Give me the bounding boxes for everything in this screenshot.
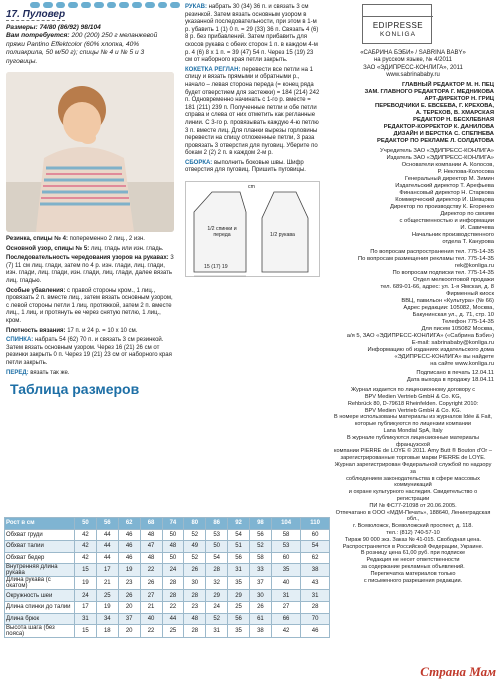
table-cell: 74 xyxy=(162,518,184,530)
table-cell: 56 xyxy=(250,529,272,541)
table-cell: 28 xyxy=(184,590,206,602)
table-cell: 17 xyxy=(96,564,118,577)
legal-line: г. Всеволожск, Всеволожский проспект, д. 118. xyxy=(353,523,473,530)
table-cell: 42 xyxy=(75,529,97,541)
assembly-label: СБОРКА: xyxy=(185,159,213,166)
table-cell: 44 xyxy=(96,529,118,541)
legal-line: тел.: (812) 740-57-10 xyxy=(386,529,440,536)
table-cell: 22 xyxy=(162,601,184,613)
table-cell: 58 xyxy=(250,552,272,564)
row-label: Обхват груди xyxy=(5,529,75,541)
table-cell: 48 xyxy=(162,541,184,553)
table-cell: 29 xyxy=(228,590,250,602)
corporate-line: с общественностью и информации xyxy=(399,218,494,225)
table-cell: 43 xyxy=(301,577,330,590)
table-cell: 31 xyxy=(75,613,97,625)
table-cell: 29 xyxy=(206,590,228,602)
sleeve-text: набрать 30 (34) 36 п. и связать 3 см резинкой. Затем вязать основным узором в указанной последовательности, при этом в 1-м р. убавить 1 (1) 0 п. = 29 (33) 36 п. Связать 4 (6) 8 р. без прибавлений. Затем прибавить для скосов рукава с обеих сторон 1 п. в каждом 4-м р. 4 (6) 8 х 1 п. = 39 (47) 54 п. Через 15 (19) 23 см от наборного края петли закрыть. xyxy=(185,4,319,64)
legal-line: за содержание рекламных объявлений. xyxy=(361,563,465,570)
staff-line: РЕДАКТОР Н. БЕСХЛЕБНАЯ xyxy=(412,117,494,124)
table-cell: 15 xyxy=(75,625,97,638)
corporate-line: Начальник производственного xyxy=(411,232,494,239)
staff-list xyxy=(332,82,494,145)
table-cell: 26 xyxy=(140,577,162,590)
table-cell: 54 xyxy=(301,541,330,553)
table-cell: 62 xyxy=(301,552,330,564)
table-cell: 54 xyxy=(206,552,228,564)
table-cell: 50 xyxy=(162,552,184,564)
table-cell: 15 xyxy=(75,564,97,577)
legal-line: В номере использованы материалы из журналов Idée & Fait, xyxy=(334,414,492,421)
corporate-line: Р. Неклова-Колосова xyxy=(437,169,494,176)
decrease-label: Особые убавления: xyxy=(6,287,66,294)
table-cell: 92 xyxy=(228,518,250,530)
table-cell: 31 xyxy=(228,564,250,577)
magazine-issue: на русском языке, № 4/2011 xyxy=(373,57,453,64)
legal-line: зарегистрированные торговые марки PIERRE de LOYE. xyxy=(340,455,486,462)
table-cell: 47 xyxy=(140,541,162,553)
table-row xyxy=(5,613,330,625)
staff-line: РЕДАКТОР ПО РЕКЛАМЕ Л. СОЛДАТОВА xyxy=(376,138,494,145)
table-cell: 22 xyxy=(140,625,162,638)
table-cell: 28 xyxy=(162,590,184,602)
sequence-label: Последовательность чередования узоров на рукавах: xyxy=(6,255,169,262)
contact-line: на сайте www.konliga.ru xyxy=(430,361,494,368)
table-row xyxy=(5,590,330,602)
table-cell: 25 xyxy=(162,625,184,638)
publisher-line: ЗАО «ЭДИПРЕСС-КОНЛИГА», 2011 xyxy=(363,64,463,71)
raglan-text: перевести все петли на 1 спицу и вязать прямыми и обратными р., начало – левая сторона переда (= конец ряда будет отверстием для застежки) = 184 (214) 242 п. Одновременно начинать с 1-го р. вместе = 181 (211) 239 п. Полученные петли и обе петли справа и слева от них отметить как регланные линии. С 3-го р. провязывать каждую 4-ю петлю 3 п. вместе лиц. Для планки вырезы горловины перевести на спицу отложенные петли, 3 раза провязать 3 отверстия для пуговиц. Уберите по бокам 2 (2) 2 п. в каждом 2-м р. xyxy=(185,66,320,157)
staff-line: ПЕРЕВОДЧИКИ Е. ЕВСЕЕВА, Г. КРЕХОВА, xyxy=(375,103,494,110)
edipresse-logo xyxy=(362,4,432,44)
contact-line: Информацию об изданиях издательского дома xyxy=(367,347,494,354)
pattern-schema xyxy=(185,181,320,277)
table-cell: 28 xyxy=(206,564,228,577)
table-cell: 31 xyxy=(271,590,300,602)
row-label: Длина рукава (с окатом) xyxy=(5,577,75,590)
table-cell: 44 xyxy=(162,613,184,625)
table-row xyxy=(5,529,330,541)
density-text: 17 п. и 24 р. = 10 х 10 см. xyxy=(67,327,138,334)
schema-label-sleeve: 1/2 рукава xyxy=(270,232,295,239)
contact-line: «ЭДИПРЕСС-КОНЛИГА» вы найдете xyxy=(394,354,494,361)
legal-line: Журнал издается по лицензионному договору с xyxy=(350,387,476,394)
table-row xyxy=(5,577,330,590)
table-header-row xyxy=(5,518,330,530)
contact-line: По вопросам распространения тел. 775-14-35 xyxy=(370,249,494,256)
staff-line: ЗАМ. ГЛАВНОГО РЕДАКТОРА Г. МЕДНИКОВА xyxy=(364,89,494,96)
table-cell: 26 xyxy=(184,564,206,577)
legal-line: Распространяется в Российской Федерации, Украине. xyxy=(342,543,484,550)
table-cell: 32 xyxy=(206,577,228,590)
row-label: Длина спинки до талии xyxy=(5,601,75,613)
table-cell: 19 xyxy=(75,577,97,590)
table-cell: 50 xyxy=(162,529,184,541)
decrease-text: с правой стороны кром., 1 лиц., провязать 2 п. вместе лиц., затем вязать основным узором, с левой стороны петли 1 лиц. протяжкой, затем 2 п. вместе лиц., 1 лиц. и протянуть ее через снятую петлю, 1 лиц., кром. xyxy=(6,287,173,324)
table-cell: 51 xyxy=(228,541,250,553)
contact-line: E-mail: sabrinababy@konliga.ru xyxy=(411,340,494,347)
table-cell: 30 xyxy=(184,577,206,590)
table-cell: 56 xyxy=(228,613,250,625)
table-cell: 46 xyxy=(118,541,140,553)
table-cell: 21 xyxy=(140,601,162,613)
corporate-line: Издатель ЗАО «ЭДИПРЕСС-КОНЛИГА» xyxy=(386,155,494,162)
legal-line: BPV Medien Vertrieb GmbH & Co. KG, xyxy=(364,393,462,400)
legal-notes xyxy=(332,387,494,584)
size-table-title: Таблица размеров xyxy=(10,381,140,398)
legal-line: компании PIERRE de LOYE © 2011. Amy Butt ® Bouton d'Or – xyxy=(334,448,492,455)
table-cell: 31 xyxy=(301,590,330,602)
legal-line: Тираж 90 000 экз. Заказ № 41-015. Свободная цена. xyxy=(344,536,482,543)
table-cell: 37 xyxy=(118,613,140,625)
table-cell: 49 xyxy=(184,541,206,553)
table-cell: 35 xyxy=(271,564,300,577)
yarn-label: Вам потребуется: xyxy=(6,32,70,40)
onsale-date: Дата выхода в продажу 18.04.11 xyxy=(406,377,494,384)
corporate-line: И. Савичева xyxy=(460,225,494,232)
legal-line: которые публикуются по лицензии компании xyxy=(354,421,472,428)
legal-line: соблюдением законодательства в сфере массовых коммуникаций xyxy=(346,475,480,489)
table-cell: 23 xyxy=(184,601,206,613)
table-cell: 104 xyxy=(271,518,300,530)
table-cell: 37 xyxy=(250,577,272,590)
row-label: Внутренняя длина рукава xyxy=(5,564,75,577)
schema-label-body: 1/2 спинки и переда xyxy=(207,226,237,239)
table-cell: 42 xyxy=(271,625,300,638)
table-cell: 52 xyxy=(184,552,206,564)
table-cell: 17 xyxy=(75,601,97,613)
table-cell: 50 xyxy=(206,541,228,553)
row-label: Рост в см xyxy=(5,518,75,530)
contact-line: Отдел мелкооптовой продажи xyxy=(412,277,494,284)
table-cell: 54 xyxy=(228,529,250,541)
table-cell: 34 xyxy=(96,613,118,625)
table-cell: 52 xyxy=(184,529,206,541)
legal-line: В розницу цена 61,00 руб. при подписке xyxy=(360,550,466,557)
spiral-binding xyxy=(30,2,180,8)
row-label: Высота шага (без пояса) xyxy=(5,625,75,638)
sleeve-label: РУКАВ: xyxy=(185,4,207,10)
table-cell: 40 xyxy=(140,613,162,625)
table-cell: 66 xyxy=(271,613,300,625)
legal-line: BPV Medien Vertrieb GmbH & Co. KG. xyxy=(364,407,462,414)
row-label: Обхват бедер xyxy=(5,552,75,564)
size-table xyxy=(4,517,330,638)
signed-date: Подписано в печать 12.04.11 xyxy=(416,370,494,377)
table-cell: 24 xyxy=(206,601,228,613)
table-cell: 31 xyxy=(206,625,228,638)
staff-line: РЕДАКТОР-КОРРЕКТОР К. ДАНИЛОВА xyxy=(383,124,494,131)
table-cell: 28 xyxy=(162,577,184,590)
sizes-line: Размеры: 74/80 (86/92) 98/104 xyxy=(6,24,101,31)
front-label: ПЕРЕД: xyxy=(6,369,29,376)
table-cell: 28 xyxy=(301,601,330,613)
main-label: Основной узор, спицы № 5: xyxy=(6,245,90,252)
table-cell: 46 xyxy=(301,625,330,638)
table-row xyxy=(5,601,330,613)
watermark: Страна Мам xyxy=(420,664,496,679)
contact-line: Телефон 775-14-35 xyxy=(441,319,494,326)
table-row xyxy=(5,625,330,638)
table-row xyxy=(5,564,330,577)
corporate-line: отдела Т. Канурова xyxy=(442,239,494,246)
table-cell: 19 xyxy=(118,564,140,577)
contact-line: Фирменный киоск xyxy=(446,291,494,298)
table-cell: 56 xyxy=(96,518,118,530)
child-photo xyxy=(6,72,174,232)
contact-line: rek@konliga.ru xyxy=(454,263,494,270)
logo-top-text: EDIPRESSE xyxy=(372,21,424,30)
table-cell: 22 xyxy=(140,564,162,577)
staff-line: ГЛАВНЫЙ РЕДАКТОР М. Н. ПЕЦ xyxy=(401,82,494,89)
table-cell: 53 xyxy=(271,541,300,553)
table-cell: 35 xyxy=(228,625,250,638)
table-cell: 52 xyxy=(206,613,228,625)
table-cell: 60 xyxy=(301,529,330,541)
table-cell: 28 xyxy=(184,625,206,638)
density-label: Плотность вязания: xyxy=(6,327,66,334)
contacts-list xyxy=(332,249,494,368)
table-cell: 25 xyxy=(96,590,118,602)
corporate-list xyxy=(332,148,494,246)
table-row xyxy=(5,552,330,564)
legal-line: В журнале публикуются лицензионные материалы французской xyxy=(346,434,480,448)
table-cell: 68 xyxy=(140,518,162,530)
table-cell: 62 xyxy=(118,518,140,530)
table-cell: 110 xyxy=(301,518,330,530)
table-cell: 35 xyxy=(228,577,250,590)
staff-line: АРТ-ДИРЕКТОР Н. ГРИЦ xyxy=(424,96,494,103)
contact-line: Бакунинская ул., д. 71, стр. 10 xyxy=(412,312,494,319)
contact-line: а/я 5, ЗАО «ЭДИПРЕСС-КОНЛИГА» («Сабрина Бэби») xyxy=(346,333,494,340)
table-row xyxy=(5,541,330,553)
main-text: лиц. гладь или изн. гладь. xyxy=(90,245,164,252)
table-cell: 70 xyxy=(301,613,330,625)
corporate-line: Учредитель ЗАО «ЭДИПРЕСС-КОНЛИГА» xyxy=(380,148,494,155)
table-cell: 60 xyxy=(271,552,300,564)
table-cell: 46 xyxy=(118,552,140,564)
legal-line: Lana Mondial SpA, Italy xyxy=(383,427,443,434)
legal-line: Отпечатано в ООО «МДМ-Печать», 188640, Ленинградская обл., xyxy=(335,509,491,523)
table-cell: 19 xyxy=(96,601,118,613)
contact-line: По вопросам подписки тел. 775-14-35 xyxy=(392,270,494,277)
materials-block xyxy=(6,24,174,66)
rib-text: попеременно 2 лиц., 2 изн. xyxy=(69,236,145,243)
table-cell: 27 xyxy=(140,590,162,602)
contact-line: тел. 689-01-66, адрес: ул. 1-я Ямская, д. 8 xyxy=(380,284,494,291)
table-cell: 53 xyxy=(206,529,228,541)
corporate-line: Коммерческий директор И. Шевцова xyxy=(395,197,494,204)
table-cell: 48 xyxy=(140,552,162,564)
corporate-line: Директор по производству К. Егоренко xyxy=(390,204,494,211)
sequence-text: 3 (7) 11 см лиц. глади, затем по 4 р. изн. глади, лиц. глади, изн. глади, лиц. глади, изн. глади, лиц. глади, далее вязать лиц. гладью. xyxy=(6,255,174,284)
table-cell: 38 xyxy=(301,564,330,577)
table-cell: 98 xyxy=(250,518,272,530)
table-cell: 48 xyxy=(184,613,206,625)
table-cell: 80 xyxy=(184,518,206,530)
table-cell: 40 xyxy=(271,577,300,590)
right-column xyxy=(326,0,498,684)
table-cell: 30 xyxy=(250,590,272,602)
table-cell: 50 xyxy=(75,518,97,530)
table-cell: 44 xyxy=(96,552,118,564)
contact-line: По вопросам размещения рекламы тел. 775-14-35 xyxy=(358,256,494,263)
table-cell: 18 xyxy=(96,625,118,638)
pattern-title: 17. Пуловер xyxy=(6,9,66,20)
row-label: Окружность шеи xyxy=(5,590,75,602)
corporate-line: Генеральный директор М. Зимин xyxy=(405,176,494,183)
table-cell: 44 xyxy=(96,541,118,553)
table-cell: 38 xyxy=(250,625,272,638)
contact-line: Адрес редакции: 105082, Москва, xyxy=(403,305,494,312)
table-cell: 48 xyxy=(140,529,162,541)
magazine-name: «САБРИНА БЭБИ» / SABRINA BABY» xyxy=(360,50,466,56)
contact-line: Для писем 105082 Москва, xyxy=(421,326,494,333)
contact-line: ВВЦ, павильон «Культура» (№ 66) xyxy=(401,298,494,305)
table-cell: 24 xyxy=(75,590,97,602)
back-label: СПИНКА: xyxy=(6,337,34,344)
schema-label-width: 15 (17) 19 xyxy=(204,264,228,271)
assembly-text: выполнить боковые швы. Шифр отверстия для пуговиц. Пришить пуговицы. xyxy=(185,159,306,174)
legal-line: и охране культурного наследия. Свидетельство о регистрации xyxy=(348,489,478,502)
legal-line: Журнал зарегистрирован Федеральной службой по надзору за xyxy=(334,461,492,475)
table-cell: 27 xyxy=(271,601,300,613)
staff-line: А. ТЕРЕХОВ, В. ХМАРСКАЯ xyxy=(415,110,494,117)
legal-line: с письменного разрешения редакции. xyxy=(363,577,463,584)
table-cell: 26 xyxy=(250,601,272,613)
table-cell: 33 xyxy=(250,564,272,577)
table-cell: 58 xyxy=(271,529,300,541)
table-cell: 46 xyxy=(118,529,140,541)
staff-line: ДИЗАЙН И ВЕРСТКА С. СПЕПНЕВА xyxy=(393,131,494,138)
corporate-line: Издательский директор Т. Арефьева xyxy=(395,183,494,190)
corporate-line: Финансовый директор Н. Старкова xyxy=(399,190,494,197)
back-text: набрать 54 (62) 70 п. и связать 3 см резинкой. Затем вязать основным узором. Через 16 (21) 26 см от резинки закрыть 0 п. Через 19 (21) 23 см от наборного края петли закрыть. xyxy=(6,337,172,366)
rib-label: Резинка, спицы № 4: xyxy=(6,236,68,243)
table-cell: 56 xyxy=(228,552,250,564)
table-cell: 61 xyxy=(250,613,272,625)
legal-line: Rehbrück 80, D-79618 Rheinfelden. Copyright 2010: xyxy=(347,400,479,407)
legal-line: Перепечатка материалов только xyxy=(370,570,456,577)
site-line: www.sabrinababy.ru xyxy=(386,71,440,78)
table-cell: 52 xyxy=(250,541,272,553)
table-cell: 20 xyxy=(118,625,140,638)
logo-bottom-text: KONLIGA xyxy=(380,31,416,38)
table-cell: 42 xyxy=(75,541,97,553)
table-cell: 21 xyxy=(96,577,118,590)
table-cell: 20 xyxy=(118,601,140,613)
table-cell: 86 xyxy=(206,518,228,530)
corporate-line: Директор по связям xyxy=(440,211,494,218)
row-label: Обхват талии xyxy=(5,541,75,553)
table-cell: 25 xyxy=(228,601,250,613)
raglan-label: КОКЕТКА РЕГЛАН: xyxy=(185,66,241,73)
corporate-line: Основатели компании А. Колосов, xyxy=(401,162,494,169)
schema-label-unit: cm xyxy=(248,184,255,191)
table-cell: 42 xyxy=(75,552,97,564)
table-cell: 23 xyxy=(118,577,140,590)
yarn-text: 200 (200) 250 г меланжевой пряжи Pantino Effektcolor (60% хлопка, 40% полиакрила, 50 м/50 г); спицы № 4 и № 5 и 3 пуговицы. xyxy=(6,32,158,65)
row-label: Длина брюк xyxy=(5,613,75,625)
legal-line: ПИ № ФС77-21098 от 20.06.2005. xyxy=(369,502,457,509)
table-cell: 24 xyxy=(162,564,184,577)
table-cell: 26 xyxy=(118,590,140,602)
front-text: вязать так же. xyxy=(30,369,70,376)
legal-line: Редакция не несет ответственности xyxy=(366,557,460,564)
